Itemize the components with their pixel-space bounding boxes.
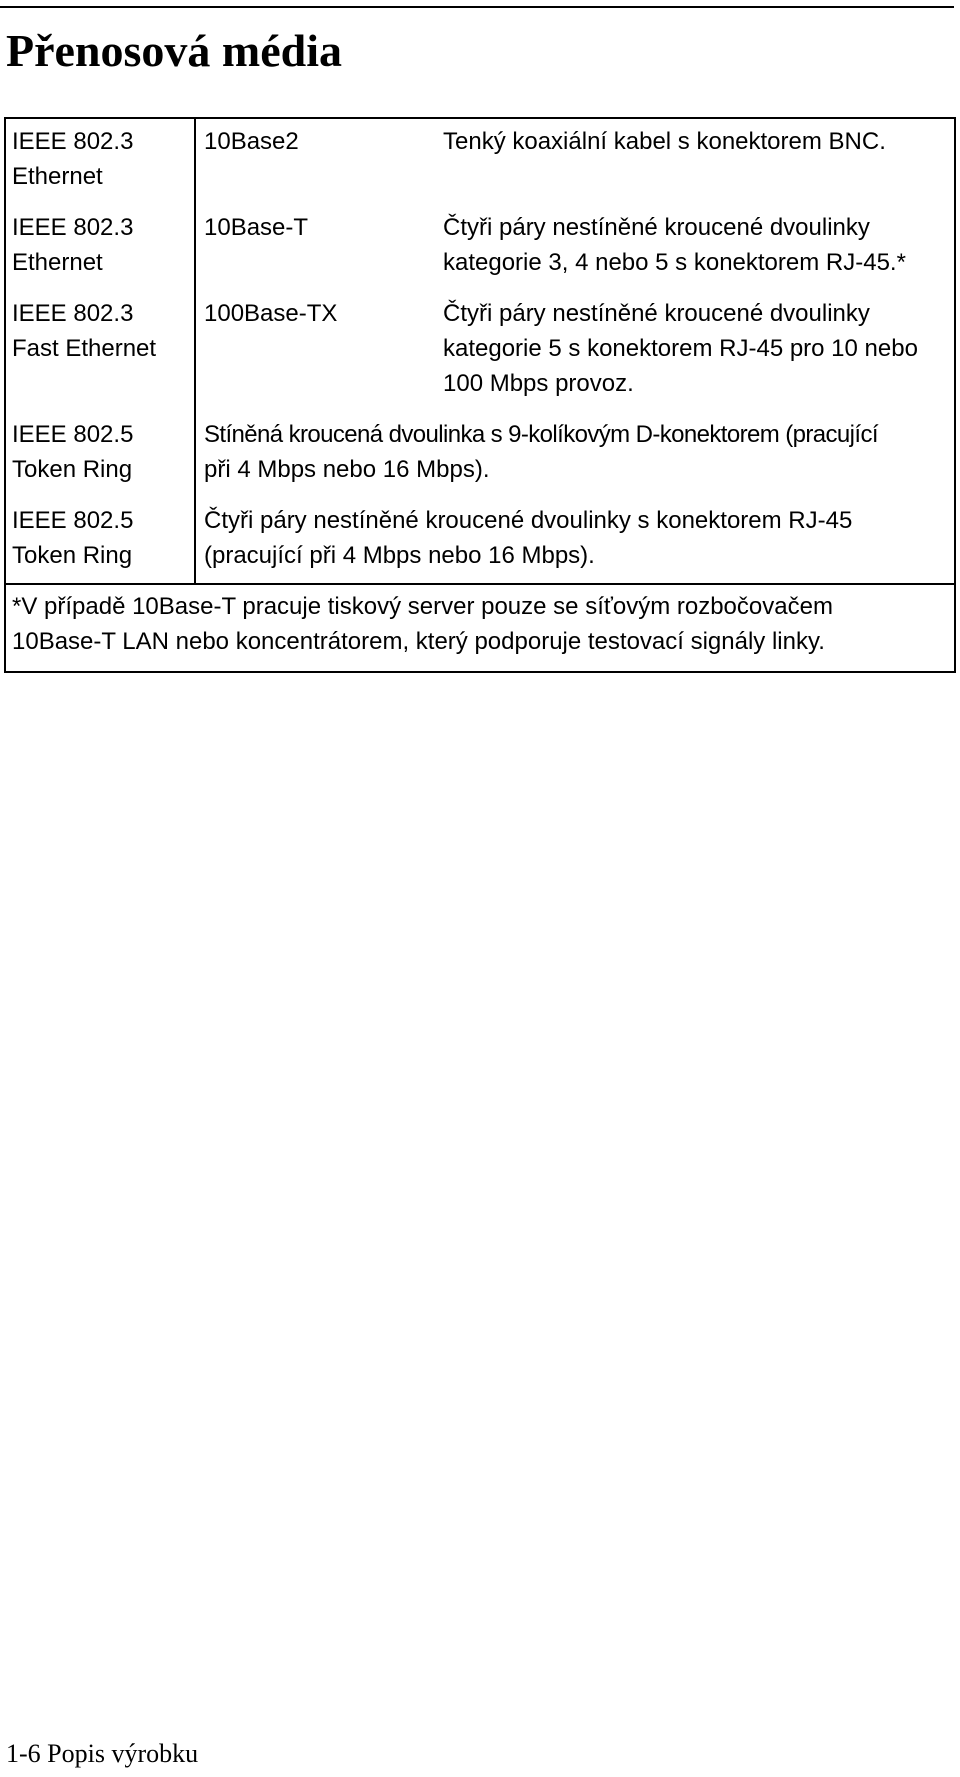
standard-line: Token Ring: [12, 456, 133, 483]
standard-line: IEEE 802.5: [12, 507, 134, 534]
description-line: kategorie 3, 4 nebo 5 s konektorem RJ-45.*: [443, 249, 906, 276]
standard-line: IEEE 802.3: [12, 214, 134, 241]
page-footer: 1-6 Popis výrobku: [6, 1739, 199, 1768]
description-cell: [441, 296, 954, 401]
description-line: Čtyři páry nestíněné kroucené dvoulinky: [443, 300, 870, 327]
table-footnote: [6, 583, 954, 671]
page-title: Přenosová média: [6, 25, 343, 76]
standard-cell: [6, 497, 196, 583]
standard-cell: [6, 204, 196, 290]
standard-line: Token Ring: [12, 542, 133, 569]
description-line: kategorie 5 s konektorem RJ-45 pro 10 nebo: [443, 335, 918, 362]
standard-line: Ethernet: [12, 163, 103, 190]
description-line: Stíněná kroucená dvoulinka s 9-kolíkovým D-konektorem (pracující: [204, 421, 878, 448]
description-cell: [441, 210, 954, 280]
footnote-line: *V případě 10Base-T pracuje tiskový server pouze se síťovým rozbočovačem: [12, 593, 833, 620]
footnote-line: 10Base-T LAN nebo koncentrátorem, který podporuje testovací signály linky.: [12, 628, 825, 655]
description-line: (pracující při 4 Mbps nebo 16 Mbps).: [204, 542, 595, 569]
description-line: 100 Mbps provoz.: [443, 370, 634, 397]
standard-line: IEEE 802.3: [12, 128, 134, 155]
standard-line: IEEE 802.3: [12, 300, 134, 327]
standard-line: Ethernet: [12, 249, 103, 276]
description-cell: [196, 503, 954, 573]
standard-line: IEEE 802.5: [12, 421, 134, 448]
table-row: [6, 119, 954, 204]
description-line: Čtyři páry nestíněné kroucené dvoulinky: [443, 214, 870, 241]
description-cell: [196, 417, 954, 487]
description-line: Tenký koaxiální kabel s konektorem BNC.: [443, 128, 886, 155]
media-type-cell: 100Base-TX: [204, 300, 338, 327]
table-row: [6, 290, 954, 411]
media-type-cell: 10Base2: [204, 128, 299, 155]
table-row: [6, 411, 954, 497]
transmission-media-table: [4, 117, 956, 673]
media-type-cell: 10Base-T: [204, 214, 309, 241]
description-line: Čtyři páry nestíněné kroucené dvoulinky s konektorem RJ-45: [204, 507, 853, 534]
standard-cell: [6, 411, 196, 497]
top-rule: [0, 6, 954, 8]
standard-line: Fast Ethernet: [12, 335, 157, 362]
description-line: při 4 Mbps nebo 16 Mbps).: [204, 456, 490, 483]
description-cell: [441, 124, 954, 194]
table-row: [6, 204, 954, 290]
table-row: [6, 497, 954, 583]
standard-cell: [6, 290, 196, 411]
standard-cell: [6, 119, 196, 204]
